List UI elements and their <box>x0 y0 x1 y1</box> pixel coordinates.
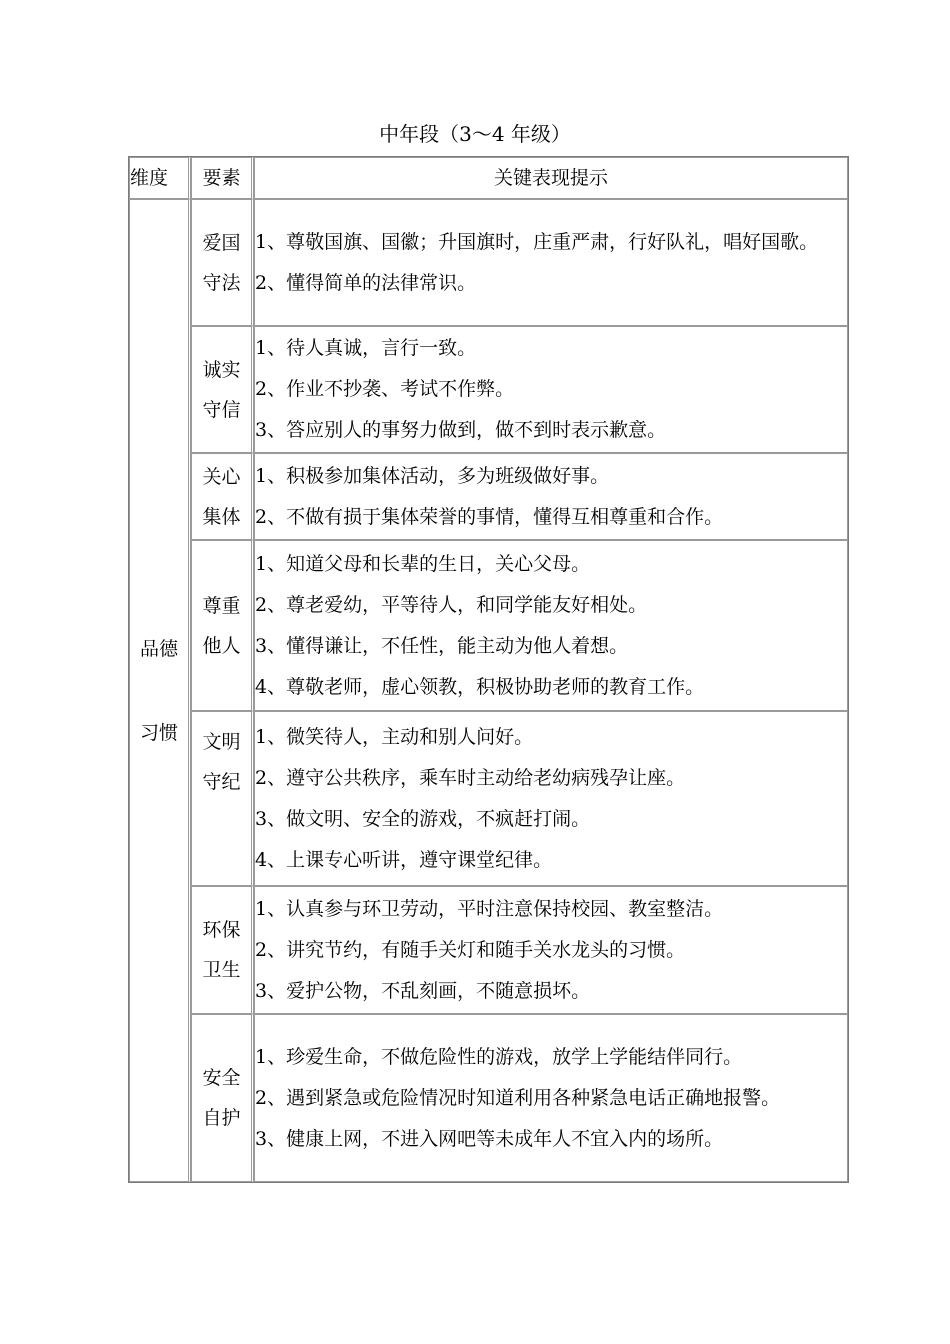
hint-item: 1、待人真诚，言行一致。 <box>255 337 477 359</box>
element-line: 诚实 <box>202 358 241 381</box>
table-row <box>129 711 848 886</box>
element-cell <box>191 540 254 711</box>
element-line: 自护 <box>202 1107 241 1129</box>
dimension-cell <box>129 199 191 1182</box>
hint-item: 1、珍爱生命，不做危险性的游戏，放学上学能结伴同行。 <box>255 1045 743 1068</box>
page-title: 中年段（3～4 年级） <box>379 122 571 146</box>
header-element: 要素 <box>191 157 254 199</box>
hint-item: 2、尊老爱幼，平等待人，和同学能友好相处。 <box>255 593 648 616</box>
element-line: 爱国 <box>202 231 241 254</box>
element-line: 环保 <box>202 919 241 941</box>
element-line: 集体 <box>202 505 241 528</box>
table-row <box>129 886 848 1014</box>
header-dimension: 维度 <box>129 157 191 199</box>
hint-item: 4、尊敬老师，虚心领教，积极协助老师的教育工作。 <box>255 675 705 698</box>
element-cell <box>191 199 254 326</box>
hint-item: 2、不做有损于集体荣誉的事情，懂得互相尊重和合作。 <box>255 505 724 528</box>
element-line: 安全 <box>202 1067 241 1089</box>
element-line: 卫生 <box>202 959 241 981</box>
element-line: 守法 <box>202 271 241 294</box>
element-cell <box>191 711 254 886</box>
hint-cell <box>254 453 848 540</box>
hint-item: 2、遇到紧急或危险情况时知道利用各种紧急电话正确地报警。 <box>255 1086 781 1109</box>
habits-table <box>128 156 849 1183</box>
hint-item: 3、答应别人的事努力做到，做不到时表示歉意。 <box>255 419 667 441</box>
header-hint: 关键表现提示 <box>254 157 848 199</box>
element-line: 关心 <box>202 465 241 488</box>
hint-item: 1、认真参与环卫劳动，平时注意保持校园、教室整洁。 <box>255 897 724 920</box>
dimension-line: 习惯 <box>139 721 178 744</box>
table-row <box>129 199 848 326</box>
hint-cell <box>254 540 848 711</box>
hint-item: 3、懂得谦让，不任性，能主动为他人着想。 <box>255 634 629 657</box>
hint-item: 2、讲究节约，有随手关灯和随手关水龙头的习惯。 <box>255 938 686 961</box>
element-cell <box>191 886 254 1014</box>
hint-item: 1、积极参加集体活动，多为班级做好事。 <box>255 464 610 487</box>
element-cell <box>191 1014 254 1182</box>
hint-item: 3、健康上网，不进入网吧等未成年人不宜入内的场所。 <box>255 1127 724 1150</box>
hint-cell <box>254 199 848 326</box>
table-row <box>129 326 848 453</box>
hint-item: 1、知道父母和长辈的生日，关心父母。 <box>255 552 591 575</box>
hint-cell <box>254 886 848 1014</box>
element-line: 守纪 <box>202 771 241 793</box>
element-line: 文明 <box>202 731 241 753</box>
table-row <box>129 1014 848 1182</box>
element-cell <box>191 326 254 453</box>
header-row <box>129 157 848 199</box>
hint-item: 2、遵守公共秩序，乘车时主动给老幼病残孕让座。 <box>255 766 686 789</box>
table-row <box>129 453 848 540</box>
hint-item: 3、做文明、安全的游戏，不疯赶打闹。 <box>255 807 591 830</box>
hint-item: 3、爱护公物，不乱刻画，不随意损坏。 <box>255 979 591 1002</box>
hint-cell <box>254 711 848 886</box>
hint-cell <box>254 326 848 453</box>
hint-item: 1、尊敬国旗、国徽；升国旗时，庄重严肃，行好队礼，唱好国歌。 <box>255 230 819 253</box>
element-cell <box>191 453 254 540</box>
element-line: 守信 <box>202 398 241 421</box>
table-row <box>129 540 848 711</box>
element-line: 他人 <box>202 634 241 657</box>
hint-cell <box>254 1014 848 1182</box>
hint-item: 1、微笑待人，主动和别人问好。 <box>255 725 534 748</box>
dimension-line: 品德 <box>139 637 178 660</box>
hint-item: 2、懂得简单的法律常识。 <box>255 271 477 294</box>
hint-item: 4、上课专心听讲，遵守课堂纪律。 <box>255 848 553 871</box>
hint-item: 2、作业不抄袭、考试不作弊。 <box>255 378 515 400</box>
element-line: 尊重 <box>202 594 241 617</box>
